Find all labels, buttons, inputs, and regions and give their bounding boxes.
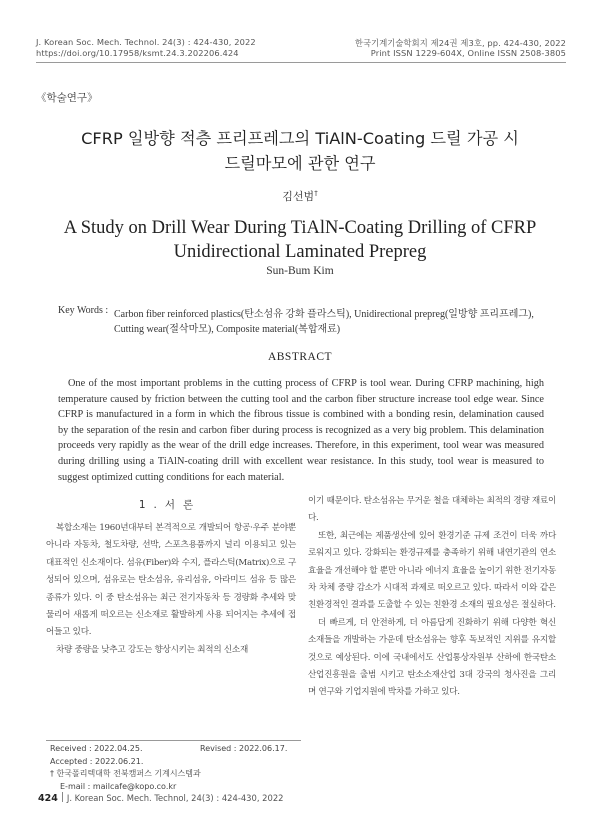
revised-date: Revised : 2022.06.17. [200, 744, 288, 753]
footer-journal: J. Korean Soc. Mech. Technol, 24(3) : 424-430, 2022 [66, 793, 284, 803]
journal-citation: J. Korean Soc. Mech. Technol. 24(3) : 424-430, 2022 [36, 37, 256, 47]
issn: Print ISSN 1229-604X, Online ISSN 2508-3805 [370, 48, 566, 58]
section-heading [46, 497, 294, 512]
title-english [0, 216, 600, 264]
title-korean-line2: 드릴마모에 관한 연구 [224, 154, 376, 173]
corresponding-mark: † [314, 189, 318, 198]
author-korean [0, 188, 600, 204]
title-english-line2: Unidirectional Laminated Prepreg [173, 242, 427, 262]
received-date: Received : 2022.04.25. [50, 744, 143, 753]
keywords-label: Key Words : [58, 305, 109, 316]
author-email[interactable]: E-mail : mailcafe@kopo.co.kr [60, 782, 177, 791]
footer-divider [62, 792, 63, 802]
page-footer [38, 792, 283, 804]
right-paragraph-3: 더 빠르게, 더 안전하게, 더 아름답게 진화하기 위해 다양한 혁신 소재들을 개발하는 가운데 탄소섬유는 향후 독보적인 지위를 유지할 것으로 예상된다. 이에 국내에서도 산업통상자원부 산하에 한국탄소산업진흥원을 출범 시키고 탄소소재산업 3대 강국의 청사진을 그리며 연구와 기업지원에 박차를 가하고 있다. [308, 617, 556, 698]
accepted-date: Accepted : 2022.06.21. [50, 757, 144, 766]
right-column [308, 493, 556, 702]
journal-citation-korean: 한국기계기술학회지 제24권 제3호, pp. 424-430, 2022 [354, 38, 566, 48]
left-paragraph-1: 복합소재는 1960년대부터 본격적으로 개발되어 항공·우주 분야뿐 아니라 자동차, 철도차량, 선박, 스포츠용품까지 널리 이용되고 있는 대표적인 신소재이다. 섬유(Fiber)와 수지, 플라스틱(Matrix)으로 구성되어 있으며, 섬유로는 탄소섬유, 유리섬유, 아라미드 섬유 등 많은 종류가 있다. 이 중 탄소섬유는 최근 전기자동차 등 경량화 추세와 맞물리어 새롭게 떠오르는 신소재로 활발하게 사용 되어지는 추세에 접어들고 있다. [46, 523, 296, 638]
abstract-text: One of the most important problems in the cutting process of CFRP is tool wear. During CFRP machining, high temperature caused by friction between the cutting tool and the carbon fiber structure increase tool edge wear. Since CFRP is manufactured in a form in which the fibrous tissue is combined with a bonding resin, delamination caused by the separation of the resin and carbon fiber during process is recognized as a very big problem. This delamination proceeds very rapidly as the wear of the drill edge increases. Therefore, in this experiment, tool wear was measured during drilling using a TiAlN-coating drill with excellent wear resistance. In this study, tool wear is measured to suggest optimized cutting conditions for each material. [58, 378, 544, 483]
title-english-line1: A Study on Drill Wear During TiAlN-Coating Drilling of CFRP [63, 218, 537, 238]
section-number: 1. [138, 499, 165, 511]
left-column [46, 520, 296, 659]
footnote-rule [46, 740, 301, 741]
title-korean-line1: CFRP 일방향 적층 프리프레그의 TiAlN-Coating 드릴 가공 시 [81, 129, 519, 148]
doi-link[interactable]: https://doi.org/10.17958/ksmt.24.3.202206.424 [36, 48, 239, 58]
keywords-line1: Carbon fiber reinforced plastics(탄소섬유 강화 플라스틱), Unidirectional prepreg(일방향 프리프레그), [114, 309, 534, 320]
author-english: Sun-Bum Kim [266, 265, 334, 277]
page-number: 424 [38, 793, 58, 804]
header-rule [36, 62, 566, 63]
author-korean-name: 김선범 [282, 190, 315, 203]
right-paragraph-2: 또한, 최근에는 제품생산에 있어 환경기준 규제 조건이 더욱 까다로워지고 있다. 강화되는 환경규제를 충족하기 위해 내연기관의 연소효율을 개선해야 할 뿐만 아니라 에너지 효율을 높이기 위한 전기자동차 차체 중량 감소가 시대적 과제로 떠오르고 있다. 따라서 이와 같은 친환경적인 결과를 도출할 수 있는 친환경 소재의 필요성은 절실하다. [308, 530, 556, 611]
author-affiliation: † 한국폴리텍대학 전북캠퍼스 기계시스템과 [50, 769, 201, 778]
section-title: 서론 [164, 499, 202, 511]
right-paragraph-1: 이기 때문이다. 탄소섬유는 무거운 철을 대체하는 최적의 경량 재료이다. [308, 496, 556, 524]
abstract-heading: ABSTRACT [267, 351, 333, 363]
keywords-line2: Cutting wear(절삭마모), Composite material(복합재료) [114, 324, 341, 335]
section-tag: 《학술연구》 [36, 92, 98, 104]
title-korean [0, 126, 600, 176]
left-paragraph-2: 차량 중량을 낮추고 강도는 향상시키는 최적의 신소재 [56, 644, 249, 655]
